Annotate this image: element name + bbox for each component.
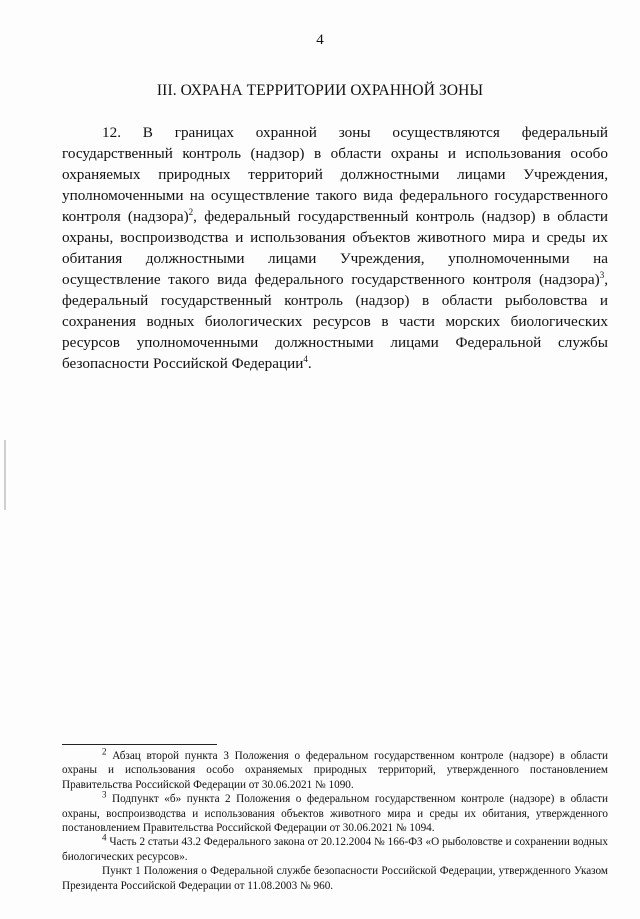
paragraph-text-1: 12. В границах охранной зоны осуществляются федеральный государственный контроль (надзор) в области охраны и использования особо охраняемых природных территорий должностными лицами Учреждения, уполномоченными на осуществление такого вида федерального государственного контроля (надзора) [62, 124, 608, 225]
footnote-separator [62, 744, 217, 745]
footnotes-block [62, 746, 608, 893]
paragraph-text-end: . [307, 355, 312, 372]
scan-artifact [4, 440, 6, 510]
footnote-marker-3: 3 [102, 789, 107, 800]
page-number: 4 [316, 32, 324, 48]
footnote-text-3: Подпункт «б» пункта 2 Положения о федеральном государственном контроле (надзоре) в области охраны, воспроизводства и использования объектов животного мира и среды их обитания, утвержденного постановлением Правительства Российской Федерации от 30.06.2021 № 1094. [62, 793, 608, 835]
footnote-text-2: Абзац второй пункта 3 Положения о федеральном государственном контроле (надзоре) в области охраны и использования особо охраняемых природных территорий, утвержденного постановлением Правительства Российской Федерации от 30.06.2021 № 1090. [62, 750, 608, 791]
footnote-4 [62, 832, 608, 864]
footnote-2 [62, 746, 608, 792]
paragraph-12 [62, 122, 608, 374]
footnote-ref-2: 2 [188, 206, 194, 217]
footnote-3 [62, 789, 608, 835]
paragraph-text-3: , федеральный государственный контроль (надзор) в области рыболовства и сохранения водных биологических ресурсов в части морских биологических ресурсов уполномоченными должностными лицами Федеральной службы безопасности Российской Федерации [62, 271, 608, 372]
footnote-marker-4: 4 [102, 832, 107, 843]
footnote-ref-4: 4 [303, 353, 308, 364]
paragraph-text-2: , федеральный государственный контроль (надзор) в области охраны, воспроизводства и использования объектов животного мира и среды их обитания должностными лицами Учреждения, уполномоченными на осуществление такого вида федерального государственного контроля (надзора) [62, 208, 608, 288]
footnote-text-4-continued: Пункт 1 Положения о Федеральной службе безопасности Российской Федерации, утвержденного Указом Президента Российской Федерации от 11.08.2003 № 960. [62, 865, 608, 892]
section-title: III. ОХРАНА ТЕРРИТОРИИ ОХРАННОЙ ЗОНЫ [156, 82, 484, 99]
footnote-text-4: Часть 2 статьи 43.2 Федерального закона от 20.12.2004 № 166-ФЗ «О рыболовстве и сохранении водных биологических ресурсов». [62, 836, 608, 863]
footnote-4-continued [62, 864, 608, 893]
footnote-ref-3: 3 [599, 269, 605, 280]
footnote-marker-2: 2 [102, 746, 107, 757]
